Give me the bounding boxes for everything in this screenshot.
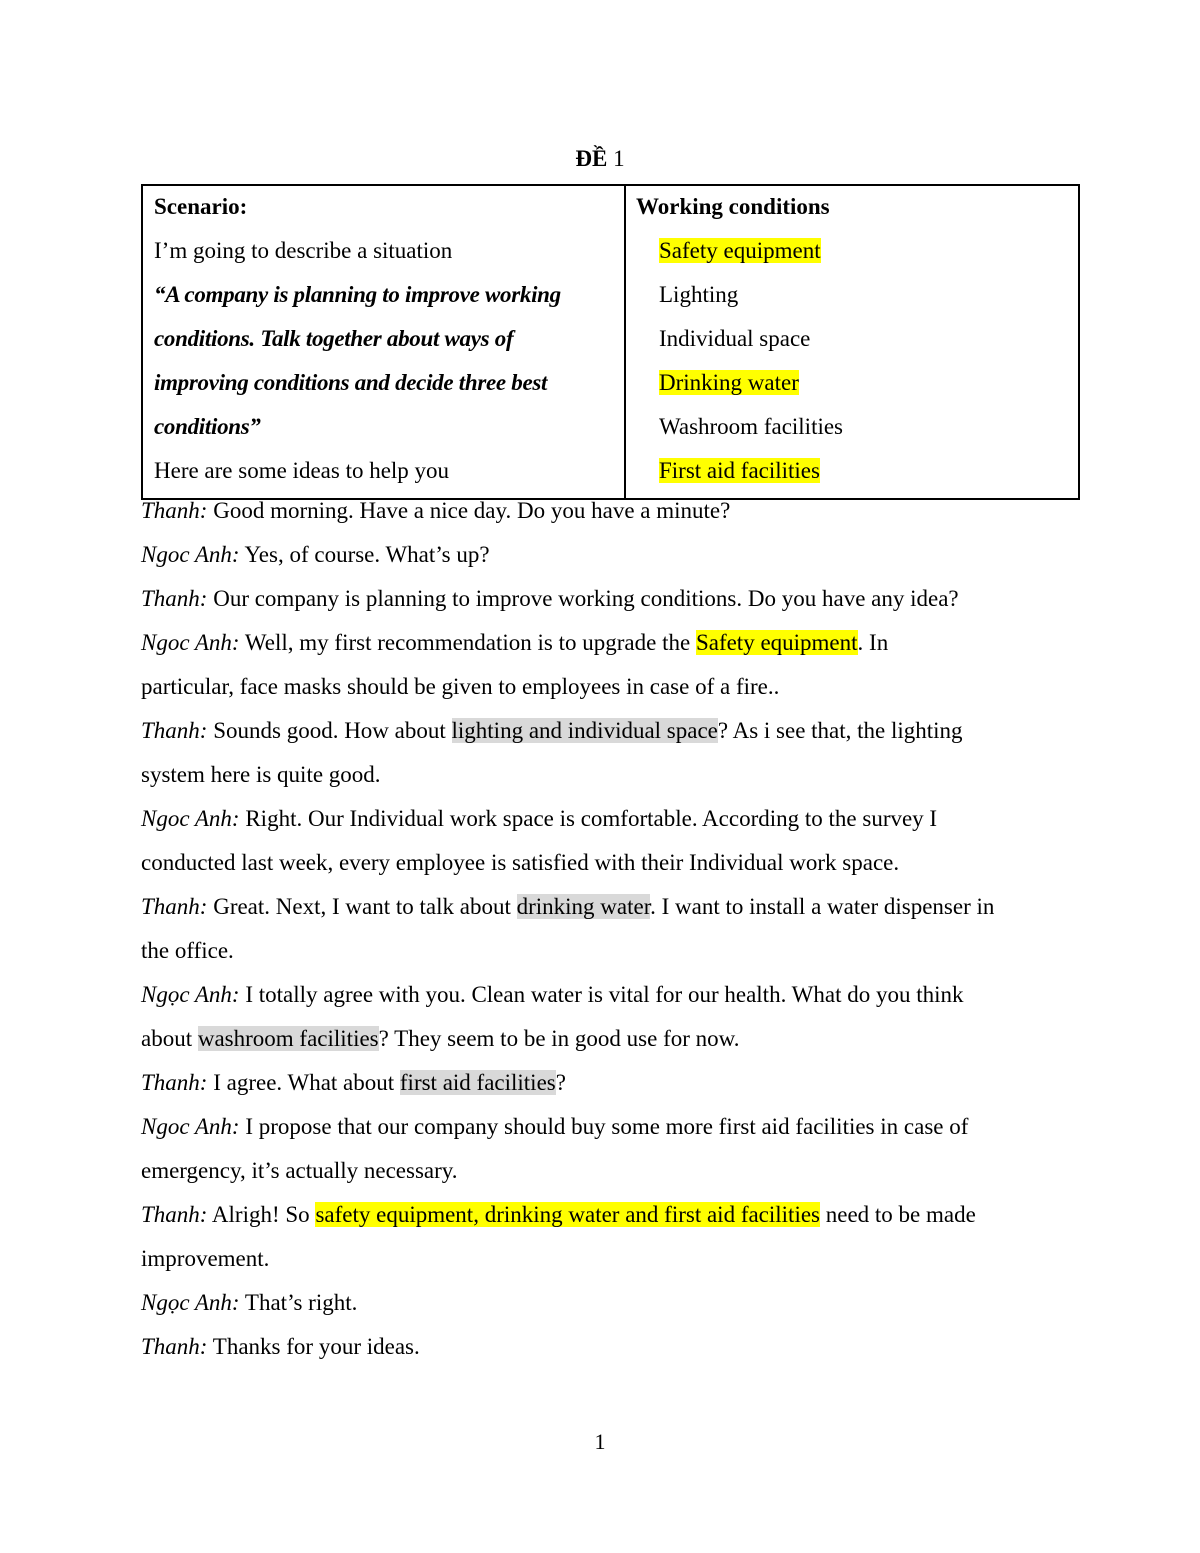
- utterance: Alrigh! So: [207, 1202, 316, 1227]
- utterance: Well, my first recommendation is to upgrade the: [239, 630, 696, 655]
- utterance: . I want to install a water dispenser in: [650, 894, 995, 919]
- speaker-name: Ngoc Anh:: [141, 630, 240, 655]
- highlighted-phrase: lighting and individual space: [451, 718, 718, 743]
- scenario-quote-line: conditions. Talk together about ways of: [154, 326, 514, 351]
- condition-item-label: Lighting: [659, 282, 739, 307]
- condition-item: [626, 410, 1078, 454]
- utterance: I agree. What about: [207, 1070, 400, 1095]
- utterance: system here is quite good.: [141, 762, 381, 787]
- utterance: the office.: [141, 938, 234, 963]
- utterance: That’s right.: [239, 1290, 358, 1315]
- dialogue-line: [141, 1193, 1101, 1237]
- speaker-name: Thanh:: [141, 1070, 208, 1095]
- page-title: [0, 146, 1200, 172]
- speaker-name: Thanh:: [141, 586, 208, 611]
- dialogue-line: [141, 929, 1101, 973]
- speaker-name: Ngọc Anh:: [141, 982, 240, 1007]
- scenario-cell: [142, 185, 625, 499]
- utterance: particular, face masks should be given to employees in case of a fire..: [141, 674, 780, 699]
- utterance: Right. Our Individual work space is comfortable. According to the survey I: [239, 806, 938, 831]
- dialogue-line: [141, 1325, 1101, 1369]
- utterance: Our company is planning to improve working conditions. Do you have any idea?: [207, 586, 959, 611]
- speaker-name: Ngoc Anh:: [141, 542, 240, 567]
- title-bold: ĐỀ: [575, 146, 608, 171]
- condition-item-label: Safety equipment: [659, 238, 821, 263]
- speaker-name: Ngoc Anh:: [141, 1114, 240, 1139]
- scenario-help: Here are some ideas to help you: [154, 458, 450, 483]
- dialogue-line: [141, 1105, 1101, 1149]
- scenario-quote-line: “A company is planning to improve working: [154, 282, 561, 307]
- utterance: ? They seem to be in good use for now.: [378, 1026, 740, 1051]
- scenario-intro: I’m going to describe a situation: [154, 238, 453, 263]
- condition-item-label: Washroom facilities: [659, 414, 844, 439]
- condition-item: [626, 322, 1078, 366]
- highlighted-phrase: drinking water: [516, 894, 651, 919]
- dialogue-line: [141, 973, 1101, 1017]
- conditions-header-line: [626, 190, 1078, 234]
- scenario-label-line: [143, 190, 624, 234]
- utterance: Yes, of course. What’s up?: [239, 542, 490, 567]
- speaker-name: Thanh:: [141, 894, 208, 919]
- condition-item-label: Individual space: [659, 326, 811, 351]
- utterance: Good morning. Have a nice day. Do you have a minute?: [207, 498, 731, 523]
- scenario-table: [141, 184, 1080, 500]
- dialogue-line: [141, 1281, 1101, 1325]
- dialogue: [141, 489, 1101, 1369]
- dialogue-line: [141, 533, 1101, 577]
- dialogue-line: [141, 577, 1101, 621]
- utterance: Thanks for your ideas.: [207, 1334, 420, 1359]
- speaker-name: Thanh:: [141, 1202, 208, 1227]
- dialogue-line: [141, 753, 1101, 797]
- highlighted-phrase: first aid facilities: [399, 1070, 556, 1095]
- dialogue-line: [141, 489, 1101, 533]
- dialogue-line: [141, 1149, 1101, 1193]
- page-number: 1: [594, 1429, 606, 1454]
- dialogue-line: [141, 841, 1101, 885]
- utterance: . In: [857, 630, 889, 655]
- condition-item: [626, 234, 1078, 278]
- utterance: Great. Next, I want to talk about: [207, 894, 517, 919]
- utterance: conducted last week, every employee is satisfied with their Individual work space.: [141, 850, 900, 875]
- conditions-header: Working conditions: [636, 194, 830, 219]
- highlighted-phrase: washroom facilities: [197, 1026, 379, 1051]
- condition-item-label: First aid facilities: [659, 458, 820, 483]
- dialogue-line: [141, 665, 1101, 709]
- highlighted-phrase: safety equipment, drinking water and first aid facilities: [315, 1202, 820, 1227]
- dialogue-line: [141, 797, 1101, 841]
- utterance: improvement.: [141, 1246, 270, 1271]
- dialogue-line: [141, 885, 1101, 929]
- dialogue-line: [141, 621, 1101, 665]
- dialogue-line: [141, 1237, 1101, 1281]
- utterance: need to be made: [820, 1202, 976, 1227]
- utterance: ? As i see that, the lighting: [717, 718, 963, 743]
- highlighted-phrase: Safety equipment: [695, 630, 858, 655]
- condition-item: [626, 366, 1078, 410]
- speaker-name: Thanh:: [141, 718, 208, 743]
- utterance: about: [141, 1026, 198, 1051]
- title-number: 1: [613, 146, 625, 171]
- speaker-name: Thanh:: [141, 498, 208, 523]
- utterance: I totally agree with you. Clean water is vital for our health. What do you think: [239, 982, 964, 1007]
- scenario-quote-line: improving conditions and decide three best: [154, 370, 548, 395]
- speaker-name: Ngoc Anh:: [141, 806, 240, 831]
- dialogue-line: [141, 709, 1101, 753]
- condition-item: [626, 278, 1078, 322]
- utterance: emergency, it’s actually necessary.: [141, 1158, 458, 1183]
- scenario-quote-line: conditions”: [154, 414, 261, 439]
- conditions-cell: [625, 185, 1079, 499]
- scenario-label: Scenario:: [154, 194, 248, 219]
- condition-item-label: Drinking water: [659, 370, 799, 395]
- utterance: I propose that our company should buy some more first aid facilities in case of: [239, 1114, 969, 1139]
- utterance: ?: [555, 1070, 566, 1095]
- speaker-name: Ngọc Anh:: [141, 1290, 240, 1315]
- dialogue-line: [141, 1017, 1101, 1061]
- dialogue-line: [141, 1061, 1101, 1105]
- speaker-name: Thanh:: [141, 1334, 208, 1359]
- utterance: Sounds good. How about: [207, 718, 452, 743]
